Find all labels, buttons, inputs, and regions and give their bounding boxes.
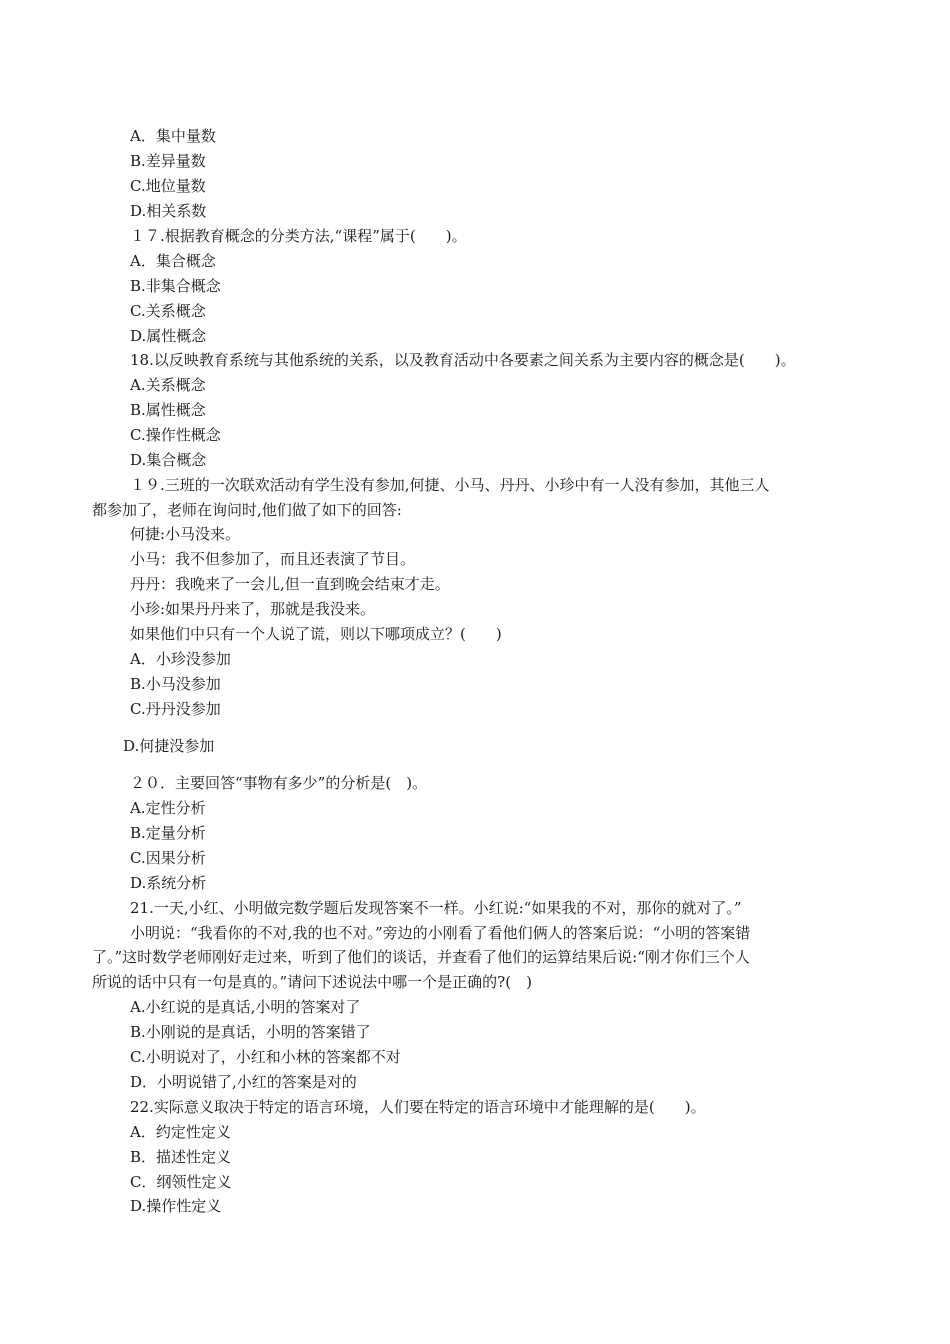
- q18-stem: 18.以反映教育系统与其他系统的关系，以及教育活动中各要素之间关系为主要内容的概念是( )。: [130, 351, 796, 369]
- q20-option-c: C.因果分析: [130, 849, 206, 867]
- q22-option-d: D.操作性定义: [130, 1197, 222, 1215]
- q20-option-b: B.定量分析: [130, 824, 206, 842]
- q16-option-c: C.地位量数: [130, 177, 206, 195]
- q21-option-a: A.小红说的是真话,小明的答案对了: [130, 998, 361, 1016]
- q19-answer-dandan: 丹丹：我晚来了一会儿,但一直到晚会结束才走。: [130, 575, 450, 593]
- q19-option-d: D.何捷没参加: [123, 737, 215, 755]
- q20-option-a: A.定性分析: [130, 799, 206, 817]
- q22-stem: 22.实际意义取决于特定的语言环境，人们要在特定的语言环境中才能理解的是( )。: [130, 1098, 706, 1116]
- q17-option-d: D.属性概念: [130, 327, 207, 345]
- q21-option-d: D．小明说错了,小红的答案是对的: [130, 1073, 357, 1091]
- q18-option-a: A.关系概念: [130, 376, 206, 394]
- q21-stem-line1: 21.一天,小红、小明做完数学题后发现答案不一样。小红说:“如果我的不对，那你的就对了。”: [130, 899, 742, 917]
- q21-stem-line2: 小明说：“我看你的不对,我的也不对。”旁边的小刚看了看他们俩人的答案后说：“小明的答案错: [130, 924, 751, 942]
- q19-stem-line2: 都参加了，老师在询问时,他们做了如下的回答:: [92, 501, 402, 519]
- q18-option-c: C.操作性概念: [130, 426, 221, 444]
- q19-answer-heje: 何捷:小马没来。: [130, 525, 241, 543]
- q19-option-c: C.丹丹没参加: [130, 700, 221, 718]
- q19-answer-xiaoma: 小马：我不但参加了，而且还表演了节目。: [130, 550, 416, 568]
- q16-option-b: B.差异量数: [130, 152, 206, 170]
- q19-option-b: B.小马没参加: [130, 675, 221, 693]
- q20-option-d: D.系统分析: [130, 874, 207, 892]
- q17-option-c: C.关系概念: [130, 302, 206, 320]
- q21-stem-line3: 了。”这时数学老师刚好走过来，听到了他们的谈话，并查看了他们的运算结果后说:“刚才你们三个人: [92, 948, 750, 966]
- q19-answer-xiaozhen: 小珍:如果丹丹来了，那就是我没来。: [130, 600, 376, 618]
- q22-option-b: B．描述性定义: [130, 1148, 232, 1166]
- q17-option-b: B.非集合概念: [130, 277, 221, 295]
- q17-option-a: A．集合概念: [130, 252, 216, 270]
- q19-question: 如果他们中只有一个人说了谎，则以下哪项成立？( ): [130, 625, 502, 643]
- q21-stem-line4: 所说的话中只有一句是真的。”请问下述说法中哪一个是正确的?( ): [92, 973, 532, 991]
- q16-option-d: D.相关系数: [130, 202, 207, 220]
- q21-option-b: B.小刚说的是真话，小明的答案错了: [130, 1023, 371, 1041]
- q21-option-c: C.小明说对了，小红和小林的答案都不对: [130, 1048, 401, 1066]
- q16-option-a: A．集中量数: [130, 127, 216, 145]
- q22-option-a: A．约定性定义: [130, 1123, 231, 1141]
- q22-option-c: C．纲领性定义: [130, 1173, 232, 1191]
- q19-option-a: A．小珍没参加: [130, 650, 231, 668]
- q18-option-b: B.属性概念: [130, 401, 206, 419]
- q18-option-d: D.集合概念: [130, 451, 207, 469]
- q20-stem: ２０．主要回答“事物有多少”的分析是( )。: [130, 774, 428, 792]
- q17-stem: １７.根据教育概念的分类方法,“课程”属于( )。: [130, 227, 467, 245]
- q19-stem-line1: １９.三班的一次联欢活动有学生没有参加,何捷、小马、丹丹、小珍中有一人没有参加，其他三人: [130, 476, 770, 494]
